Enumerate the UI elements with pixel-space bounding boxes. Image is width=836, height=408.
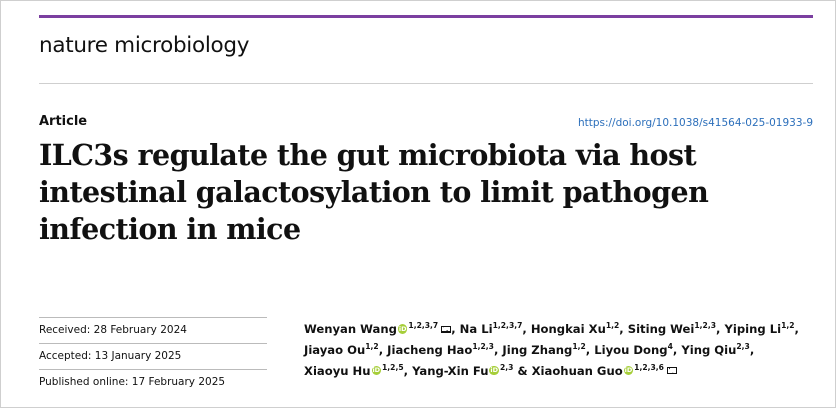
publication-dates (39, 317, 267, 395)
envelope-icon[interactable] (667, 367, 677, 374)
affiliation-superscript: 1,2,3 (694, 321, 717, 330)
affiliation-superscript: 1,2 (572, 341, 586, 351)
author-separator: , (378, 342, 388, 357)
author-name: Ying Qiu (681, 342, 737, 357)
author-name: Na Li (459, 321, 493, 336)
header-divider (39, 83, 813, 84)
page-title: ILC3s regulate the gut microbiota via host intestinal galactosylation to limit pathogen infection in mice (39, 138, 709, 246)
author-separator: , (451, 321, 460, 336)
author-line-2 (304, 340, 809, 361)
orcid-icon[interactable] (489, 366, 499, 376)
author-line-3 (304, 361, 809, 382)
author-separator: , (619, 321, 628, 336)
orcid-icon[interactable] (372, 366, 382, 376)
author-name: Xiaohuan Guo (531, 363, 623, 378)
affiliation-superscript: 1,2,3 (472, 341, 494, 351)
affiliation-superscript: 1,2 (365, 341, 379, 351)
author-name: Jiacheng Hao (387, 342, 473, 357)
author-separator: , (585, 342, 595, 357)
published-date: Published online: 17 February 2025 (39, 376, 226, 388)
affiliation-superscript: 1,2 (781, 321, 795, 330)
author-name: Liyou Dong (594, 342, 668, 357)
article-type-label: Article (39, 114, 88, 129)
journal-accent-bar (39, 15, 813, 18)
journal-title: nature microbiology (39, 33, 250, 58)
envelope-icon[interactable] (441, 326, 451, 333)
author-separator: , (716, 321, 725, 336)
author-separator: , (672, 342, 682, 357)
author-name: Wenyan Wang (304, 321, 397, 336)
author-name: Hongkai Xu (530, 321, 606, 336)
affiliation-superscript: 4 (667, 341, 673, 351)
affiliation-superscript: 2,3 (736, 341, 750, 351)
author-name: Yang-Xin Fu (412, 363, 489, 378)
affiliation-superscript: 1,2,3,7 (408, 321, 439, 330)
orcid-icon[interactable] (398, 324, 408, 334)
affiliation-superscript: 1,2,3,6 (634, 362, 664, 372)
author-separator: , (749, 342, 755, 357)
author-name: Jiayao Ou (304, 342, 366, 357)
affiliation-superscript: 1,2 (605, 321, 620, 330)
author-separator: & (513, 363, 532, 378)
author-name: Siting Wei (627, 321, 695, 336)
orcid-icon[interactable] (624, 366, 634, 376)
author-separator: , (522, 321, 531, 336)
author-line-1 (304, 319, 809, 340)
author-name: Xiaoyu Hu (304, 363, 371, 378)
author-separator: , (403, 363, 413, 378)
author-name: Jing Zhang (502, 342, 573, 357)
author-separator: , (794, 321, 799, 336)
affiliation-superscript: 1,2,5 (382, 362, 404, 372)
doi-link[interactable]: https://doi.org/10.1038/s41564-025-01933-9 (577, 117, 813, 129)
accepted-date: Accepted: 13 January 2025 (39, 350, 182, 362)
affiliation-superscript: 2,3 (499, 362, 514, 372)
author-list (304, 319, 809, 381)
author-name: Yiping Li (724, 321, 782, 336)
affiliation-superscript: 1,2,3,7 (492, 321, 523, 330)
author-separator: , (493, 342, 503, 357)
received-date: Received: 28 February 2024 (39, 324, 187, 336)
